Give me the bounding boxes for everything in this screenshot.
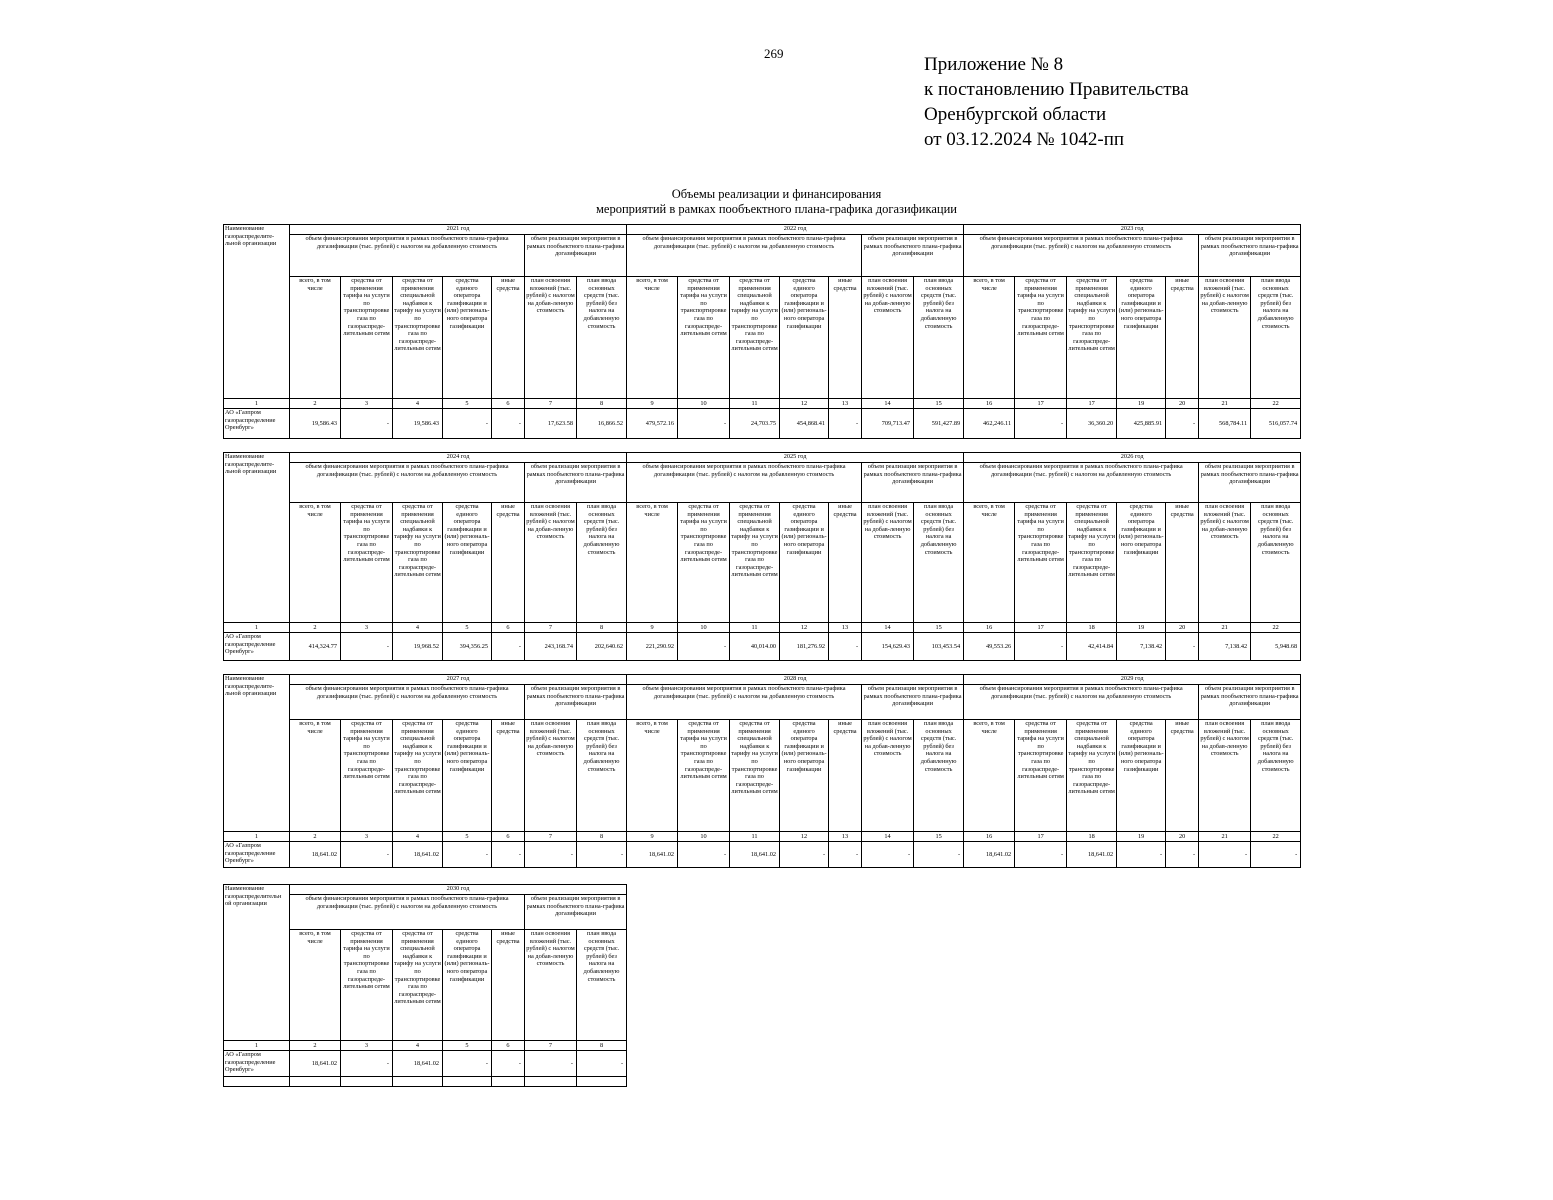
financing-table-4 (223, 884, 627, 1087)
column-number: 7 (525, 1041, 577, 1051)
column-number: 20 (1166, 832, 1199, 842)
column-number: 9 (627, 623, 678, 633)
cell-value: 18,641.02 (290, 1051, 341, 1077)
column-number: 15 (914, 832, 964, 842)
col-header-tariff: средства от применения тарифа на услуги по транспортировке газа по газораспреде-лительным сетям (341, 720, 393, 832)
empty-cell (341, 1077, 393, 1087)
cell-value: - (443, 842, 492, 868)
empty-cell (525, 1077, 577, 1087)
cell-value: 19,968.52 (393, 633, 443, 661)
col-header-tariff: средства от применения тарифа на услуги по транспортировке газа по газораспреде-лительным сетям (341, 277, 393, 399)
financing-table-2 (223, 452, 1301, 661)
cell-value: - (829, 842, 862, 868)
col-header-commission: план ввода основных средств (тыс. рублей) без налога на добавленную стоимость (577, 503, 627, 623)
column-number: 14 (862, 832, 914, 842)
column-number: 21 (1199, 623, 1251, 633)
group-realization-header: объем реализации мероприятия в рамках пообъектного плана-графика догазификации (525, 463, 627, 503)
appendix-line-4: от 03.12.2024 № 1042-пп (924, 129, 1125, 150)
cell-value: 454,868.41 (780, 409, 829, 439)
column-number: 20 (1166, 623, 1199, 633)
cell-value: 18,641.02 (627, 842, 678, 868)
col-header-surcharge: средства от применения специальной надбавки к тарифу на услуги по транспортировке газа по газораспреде-лительным сетям (393, 930, 443, 1041)
column-number: 5 (443, 399, 492, 409)
column-number: 4 (393, 1041, 443, 1051)
column-number: 18 (1067, 832, 1117, 842)
col-header-operator: средства единого оператора газификации и (или) региональ-ного оператора газификации (1117, 277, 1166, 399)
col-header-total: всего, в том числе (290, 720, 341, 832)
cell-value: - (829, 633, 862, 661)
year-header: 2027 год (290, 675, 627, 685)
cell-value: 18,641.02 (393, 1051, 443, 1077)
group-realization-header: объем реализации мероприятия в рамках пообъектного плана-графика догазификации (1199, 235, 1301, 277)
org-name: АО «Газпром газораспределение Оренбург» (224, 409, 290, 439)
col-header-tariff: средства от применения тарифа на услуги по транспортировке газа по газораспреде-лительным сетям (341, 930, 393, 1041)
cell-value: 181,276.92 (780, 633, 829, 661)
cell-value: - (492, 842, 525, 868)
column-number: 1 (224, 623, 290, 633)
group-realization-header: объем реализации мероприятия в рамках пообъектного плана-графика догазификации (1199, 463, 1301, 503)
org-name-header: Наименование газораспределительн ой организации (224, 885, 290, 1041)
column-number: 19 (1117, 399, 1166, 409)
cell-value: 479,572.16 (627, 409, 678, 439)
col-header-operator: средства единого оператора газификации и (или) региональ-ного оператора газификации (443, 503, 492, 623)
column-number: 10 (678, 832, 730, 842)
column-number: 14 (862, 399, 914, 409)
cell-value: 17,623.58 (525, 409, 577, 439)
column-number: 11 (730, 623, 780, 633)
column-number: 3 (341, 832, 393, 842)
col-header-surcharge: средства от применения специальной надбавки к тарифу на услуги по транспортировке газа по газораспреде-лительным сетям (393, 720, 443, 832)
column-number: 1 (224, 832, 290, 842)
col-header-capex: план освоения вложений (тыс. рублей) с налогом на добав-ленную стоимость (862, 720, 914, 832)
column-number: 16 (964, 623, 1015, 633)
col-header-operator: средства единого оператора газификации и (или) региональ-ного оператора газификации (780, 277, 829, 399)
col-header-total: всего, в том числе (964, 503, 1015, 623)
col-header-capex: план освоения вложений (тыс. рублей) с налогом на добав-ленную стоимость (1199, 720, 1251, 832)
column-number: 3 (341, 399, 393, 409)
cell-value: 40,014.00 (730, 633, 780, 661)
year-header: 2029 год (964, 675, 1301, 685)
col-header-capex: план освоения вложений (тыс. рублей) с налогом на добав-ленную стоимость (525, 277, 577, 399)
cell-value: 19,586.43 (290, 409, 341, 439)
cell-value: - (1199, 842, 1251, 868)
cell-value: 154,629.43 (862, 633, 914, 661)
col-header-tariff: средства от применения тарифа на услуги по транспортировке газа по газораспреде-лительным сетям (1015, 277, 1067, 399)
empty-cell (443, 1077, 492, 1087)
col-header-operator: средства единого оператора газификации и (или) региональ-ного оператора газификации (443, 930, 492, 1041)
empty-cell (577, 1077, 627, 1087)
column-number: 5 (443, 1041, 492, 1051)
col-header-tariff: средства от применения тарифа на услуги по транспортировке газа по газораспреде-лительным сетям (1015, 720, 1067, 832)
cell-value: 7,138.42 (1117, 633, 1166, 661)
col-header-surcharge: средства от применения специальной надбавки к тарифу на услуги по транспортировке газа по газораспреде-лительным сетям (1067, 277, 1117, 399)
cell-value: 516,057.74 (1251, 409, 1301, 439)
cell-value: 42,414.84 (1067, 633, 1117, 661)
column-number: 11 (730, 399, 780, 409)
col-header-other: иные средства (829, 503, 862, 623)
col-header-commission: план ввода основных средств (тыс. рублей) без налога на добавленную стоимость (1251, 503, 1301, 623)
group-financing-header: объем финансирования мероприятия в рамках пообъектного плана-графика догазификации (тыс. рублей) с налогом на добавленную стоимость (964, 685, 1199, 720)
col-header-commission: план ввода основных средств (тыс. рублей) без налога на добавленную стоимость (914, 277, 964, 399)
cell-value: 221,290.92 (627, 633, 678, 661)
col-header-tariff: средства от применения тарифа на услуги по транспортировке газа по газораспреде-лительным сетям (1015, 503, 1067, 623)
column-number: 2 (290, 623, 341, 633)
column-number: 18 (1067, 623, 1117, 633)
col-header-tariff: средства от применения тарифа на услуги по транспортировке газа по газораспреде-лительным сетям (678, 720, 730, 832)
col-header-total: всего, в том числе (964, 277, 1015, 399)
col-header-commission: план ввода основных средств (тыс. рублей) без налога на добавленную стоимость (914, 720, 964, 832)
col-header-surcharge: средства от применения специальной надбавки к тарифу на услуги по транспортировке газа по газораспреде-лительным сетям (1067, 720, 1117, 832)
column-number: 21 (1199, 832, 1251, 842)
column-number: 19 (1117, 832, 1166, 842)
cell-value: 18,641.02 (730, 842, 780, 868)
cell-value: - (862, 842, 914, 868)
cell-value: - (1166, 842, 1199, 868)
column-number: 20 (1166, 399, 1199, 409)
cell-value: 36,360.20 (1067, 409, 1117, 439)
cell-value: - (577, 1051, 627, 1077)
group-financing-header: объем финансирования мероприятия в рамках пообъектного плана-графика догазификации (тыс. рублей) с налогом на добавленную стоимость (290, 685, 525, 720)
col-header-tariff: средства от применения тарифа на услуги по транспортировке газа по газораспреде-лительным сетям (341, 503, 393, 623)
group-financing-header: объем финансирования мероприятия в рамках пообъектного плана-графика догазификации (тыс. рублей) с налогом на добавленную стоимость (290, 895, 525, 930)
col-header-total: всего, в том числе (627, 503, 678, 623)
year-header: 2028 год (627, 675, 964, 685)
col-header-other: иные средства (492, 277, 525, 399)
cell-value: 18,641.02 (1067, 842, 1117, 868)
column-number: 3 (341, 623, 393, 633)
cell-value: 18,641.02 (393, 842, 443, 868)
column-number: 2 (290, 832, 341, 842)
col-header-surcharge: средства от применения специальной надбавки к тарифу на услуги по транспортировке газа по газораспреде-лительным сетям (1067, 503, 1117, 623)
col-header-total: всего, в том числе (964, 720, 1015, 832)
col-header-total: всего, в том числе (627, 277, 678, 399)
col-header-surcharge: средства от применения специальной надбавки к тарифу на услуги по транспортировке газа по газораспреде-лительным сетям (393, 277, 443, 399)
column-number: 5 (443, 832, 492, 842)
col-header-other: иные средства (1166, 720, 1199, 832)
title-line-1: Объемы реализации и финансирования (671, 187, 882, 201)
empty-cell (492, 1077, 525, 1087)
col-header-capex: план освоения вложений (тыс. рублей) с налогом на добав-ленную стоимость (1199, 277, 1251, 399)
col-header-other: иные средства (1166, 503, 1199, 623)
cell-value: - (1015, 409, 1067, 439)
column-number: 21 (1199, 399, 1251, 409)
cell-value: - (443, 1051, 492, 1077)
cell-value: 16,866.52 (577, 409, 627, 439)
cell-value: 24,703.75 (730, 409, 780, 439)
col-header-commission: план ввода основных средств (тыс. рублей) без налога на добавленную стоимость (1251, 277, 1301, 399)
year-header: 2022 год (627, 225, 964, 235)
cell-value: - (492, 1051, 525, 1077)
col-header-other: иные средства (829, 720, 862, 832)
col-header-other: иные средства (492, 930, 525, 1041)
col-header-operator: средства единого оператора газификации и (или) региональ-ного оператора газификации (780, 503, 829, 623)
cell-value: - (525, 842, 577, 868)
appendix-line-3: Оренбургской области (924, 104, 1107, 125)
year-header: 2024 год (290, 453, 627, 463)
cell-value: - (577, 842, 627, 868)
cell-value: 394,356.25 (443, 633, 492, 661)
org-name: АО «Газпром газораспределение Оренбург» (224, 842, 290, 868)
column-number: 22 (1251, 399, 1301, 409)
column-number: 2 (290, 399, 341, 409)
year-header: 2030 год (290, 885, 627, 895)
col-header-capex: план освоения вложений (тыс. рублей) с налогом на добав-ленную стоимость (862, 503, 914, 623)
col-header-commission: план ввода основных средств (тыс. рублей) без налога на добавленную стоимость (914, 503, 964, 623)
column-number: 17 (1015, 399, 1067, 409)
org-name-header: Наименование газораспределите-льной организации (224, 225, 290, 399)
cell-value: - (678, 633, 730, 661)
column-number: 7 (525, 399, 577, 409)
col-header-operator: средства единого оператора газификации и (или) региональ-ного оператора газификации (1117, 503, 1166, 623)
cell-value: - (492, 409, 525, 439)
column-number: 22 (1251, 832, 1301, 842)
group-financing-header: объем финансирования мероприятия в рамках пообъектного плана-графика догазификации (тыс. рублей) с налогом на добавленную стоимость (627, 685, 862, 720)
col-header-other: иные средства (829, 277, 862, 399)
column-number: 15 (914, 623, 964, 633)
cell-value: 49,553.26 (964, 633, 1015, 661)
empty-cell (393, 1077, 443, 1087)
cell-value: 568,784.11 (1199, 409, 1251, 439)
col-header-surcharge: средства от применения специальной надбавки к тарифу на услуги по транспортировке газа по газораспреде-лительным сетям (730, 720, 780, 832)
column-number: 4 (393, 623, 443, 633)
appendix-line-2: к постановлению Правительства (924, 79, 1189, 100)
cell-value: - (341, 842, 393, 868)
cell-value: 7,138.42 (1199, 633, 1251, 661)
col-header-total: всего, в том числе (290, 930, 341, 1041)
year-header: 2026 год (964, 453, 1301, 463)
col-header-commission: план ввода основных средств (тыс. рублей) без налога на добавленную стоимость (577, 720, 627, 832)
col-header-other: иные средства (492, 720, 525, 832)
col-header-operator: средства единого оператора газификации и (или) региональ-ного оператора газификации (1117, 720, 1166, 832)
empty-cell (224, 1077, 290, 1087)
column-number: 14 (862, 623, 914, 633)
org-name: АО «Газпром газораспределение Оренбург» (224, 633, 290, 661)
col-header-surcharge: средства от применения специальной надбавки к тарифу на услуги по транспортировке газа по газораспреде-лительным сетям (393, 503, 443, 623)
col-header-operator: средства единого оператора газификации и (или) региональ-ного оператора газификации (443, 720, 492, 832)
col-header-commission: план ввода основных средств (тыс. рублей) без налога на добавленную стоимость (577, 930, 627, 1041)
cell-value: - (829, 409, 862, 439)
col-header-surcharge: средства от применения специальной надбавки к тарифу на услуги по транспортировке газа по газораспреде-лительным сетям (730, 277, 780, 399)
column-number: 12 (780, 623, 829, 633)
column-number: 12 (780, 832, 829, 842)
column-number: 1 (224, 399, 290, 409)
col-header-capex: план освоения вложений (тыс. рублей) с налогом на добав-ленную стоимость (862, 277, 914, 399)
column-number: 10 (678, 623, 730, 633)
column-number: 17 (1015, 832, 1067, 842)
column-number: 1 (224, 1041, 290, 1051)
col-header-operator: средства единого оператора газификации и (или) региональ-ного оператора газификации (780, 720, 829, 832)
col-header-commission: план ввода основных средств (тыс. рублей) без налога на добавленную стоимость (1251, 720, 1301, 832)
column-number: 22 (1251, 623, 1301, 633)
cell-value: 202,640.62 (577, 633, 627, 661)
cell-value: 243,168.74 (525, 633, 577, 661)
column-number: 6 (492, 1041, 525, 1051)
group-realization-header: объем реализации мероприятия в рамках пообъектного плана-графика догазификации (525, 685, 627, 720)
col-header-other: иные средства (492, 503, 525, 623)
column-number: 8 (577, 623, 627, 633)
cell-value: 414,324.77 (290, 633, 341, 661)
col-header-capex: план освоения вложений (тыс. рублей) с налогом на добав-ленную стоимость (525, 930, 577, 1041)
column-number: 9 (627, 832, 678, 842)
column-number: 7 (525, 832, 577, 842)
year-header: 2021 год (290, 225, 627, 235)
col-header-capex: план освоения вложений (тыс. рублей) с налогом на добав-ленную стоимость (525, 720, 577, 832)
col-header-tariff: средства от применения тарифа на услуги по транспортировке газа по газораспреде-лительным сетям (678, 277, 730, 399)
group-realization-header: объем реализации мероприятия в рамках пообъектного плана-графика догазификации (862, 463, 964, 503)
cell-value: - (1251, 842, 1301, 868)
group-financing-header: объем финансирования мероприятия в рамках пообъектного плана-графика догазификации (тыс. рублей) с налогом на добавленную стоимость (627, 463, 862, 503)
cell-value: - (443, 409, 492, 439)
cell-value: - (1166, 633, 1199, 661)
cell-value: 103,453.54 (914, 633, 964, 661)
cell-value: 462,246.11 (964, 409, 1015, 439)
column-number: 17 (1067, 399, 1117, 409)
column-number: 13 (829, 832, 862, 842)
column-number: 5 (443, 623, 492, 633)
cell-value: 591,427.89 (914, 409, 964, 439)
financing-table-1 (223, 224, 1301, 439)
group-financing-header: объем финансирования мероприятия в рамках пообъектного плана-графика догазификации (тыс. рублей) с налогом на добавленную стоимость (964, 235, 1199, 277)
cell-value: - (1015, 842, 1067, 868)
col-header-capex: план освоения вложений (тыс. рублей) с налогом на добав-ленную стоимость (1199, 503, 1251, 623)
group-financing-header: объем финансирования мероприятия в рамках пообъектного плана-графика догазификации (тыс. рублей) с налогом на добавленную стоимость (290, 235, 525, 277)
column-number: 13 (829, 399, 862, 409)
cell-value: - (1117, 842, 1166, 868)
org-name-header: Наименование газораспределите-льной организации (224, 453, 290, 623)
group-financing-header: объем финансирования мероприятия в рамках пообъектного плана-графика догазификации (тыс. рублей) с налогом на добавленную стоимость (964, 463, 1199, 503)
cell-value: - (678, 409, 730, 439)
column-number: 4 (393, 832, 443, 842)
financing-table-3 (223, 674, 1301, 868)
org-name: АО «Газпром газораспределение Оренбург» (224, 1051, 290, 1077)
column-number: 3 (341, 1041, 393, 1051)
cell-value: 19,586.43 (393, 409, 443, 439)
cell-value: 425,885.91 (1117, 409, 1166, 439)
col-header-total: всего, в том числе (627, 720, 678, 832)
col-header-surcharge: средства от применения специальной надбавки к тарифу на услуги по транспортировке газа по газораспреде-лительным сетям (730, 503, 780, 623)
col-header-tariff: средства от применения тарифа на услуги по транспортировке газа по газораспреде-лительным сетям (678, 503, 730, 623)
appendix-line-1: Приложение № 8 (924, 54, 1064, 75)
column-number: 8 (577, 1041, 627, 1051)
group-realization-header: объем реализации мероприятия в рамках пообъектного плана-графика догазификации (525, 235, 627, 277)
appendix-header (924, 52, 1189, 152)
column-number: 15 (914, 399, 964, 409)
group-realization-header: объем реализации мероприятия в рамках пообъектного плана-графика догазификации (862, 685, 964, 720)
year-header: 2025 год (627, 453, 964, 463)
cell-value: 5,948.68 (1251, 633, 1301, 661)
group-realization-header: объем реализации мероприятия в рамках пообъектного плана-графика догазификации (862, 235, 964, 277)
cell-value: - (914, 842, 964, 868)
title-line-2: мероприятий в рамках пообъектного плана-графика догазификации (596, 202, 957, 216)
col-header-operator: средства единого оператора газификации и (или) региональ-ного оператора газификации (443, 277, 492, 399)
cell-value: - (1166, 409, 1199, 439)
column-number: 10 (678, 399, 730, 409)
column-number: 9 (627, 399, 678, 409)
cell-value: 709,713.47 (862, 409, 914, 439)
column-number: 13 (829, 623, 862, 633)
empty-cell (290, 1077, 341, 1087)
column-number: 6 (492, 623, 525, 633)
column-number: 16 (964, 399, 1015, 409)
col-header-total: всего, в том числе (290, 277, 341, 399)
column-number: 8 (577, 399, 627, 409)
cell-value: - (341, 633, 393, 661)
cell-value: - (1015, 633, 1067, 661)
document-title (0, 187, 1553, 217)
cell-value: - (678, 842, 730, 868)
col-header-commission: план ввода основных средств (тыс. рублей) без налога на добавленную стоимость (577, 277, 627, 399)
col-header-capex: план освоения вложений (тыс. рублей) с налогом на добав-ленную стоимость (525, 503, 577, 623)
column-number: 17 (1015, 623, 1067, 633)
page-number: 269 (764, 46, 784, 61)
cell-value: - (492, 633, 525, 661)
year-header: 2023 год (964, 225, 1301, 235)
column-number: 11 (730, 832, 780, 842)
column-number: 6 (492, 832, 525, 842)
column-number: 8 (577, 832, 627, 842)
column-number: 19 (1117, 623, 1166, 633)
group-financing-header: объем финансирования мероприятия в рамках пообъектного плана-графика догазификации (тыс. рублей) с налогом на добавленную стоимость (290, 463, 525, 503)
col-header-other: иные средства (1166, 277, 1199, 399)
group-realization-header: объем реализации мероприятия в рамках пообъектного плана-графика догазификации (1199, 685, 1301, 720)
column-number: 7 (525, 623, 577, 633)
column-number: 16 (964, 832, 1015, 842)
column-number: 12 (780, 399, 829, 409)
cell-value: - (780, 842, 829, 868)
col-header-total: всего, в том числе (290, 503, 341, 623)
cell-value: - (525, 1051, 577, 1077)
org-name-header: Наименование газораспределите-льной организации (224, 675, 290, 832)
group-financing-header: объем финансирования мероприятия в рамках пообъектного плана-графика догазификации (тыс. рублей) с налогом на добавленную стоимость (627, 235, 862, 277)
column-number: 2 (290, 1041, 341, 1051)
column-number: 6 (492, 399, 525, 409)
cell-value: - (341, 409, 393, 439)
cell-value: 18,641.02 (290, 842, 341, 868)
cell-value: 18,641.02 (964, 842, 1015, 868)
group-realization-header: объем реализации мероприятия в рамках пообъектного плана-графика догазификации (525, 895, 627, 930)
column-number: 4 (393, 399, 443, 409)
cell-value: - (341, 1051, 393, 1077)
